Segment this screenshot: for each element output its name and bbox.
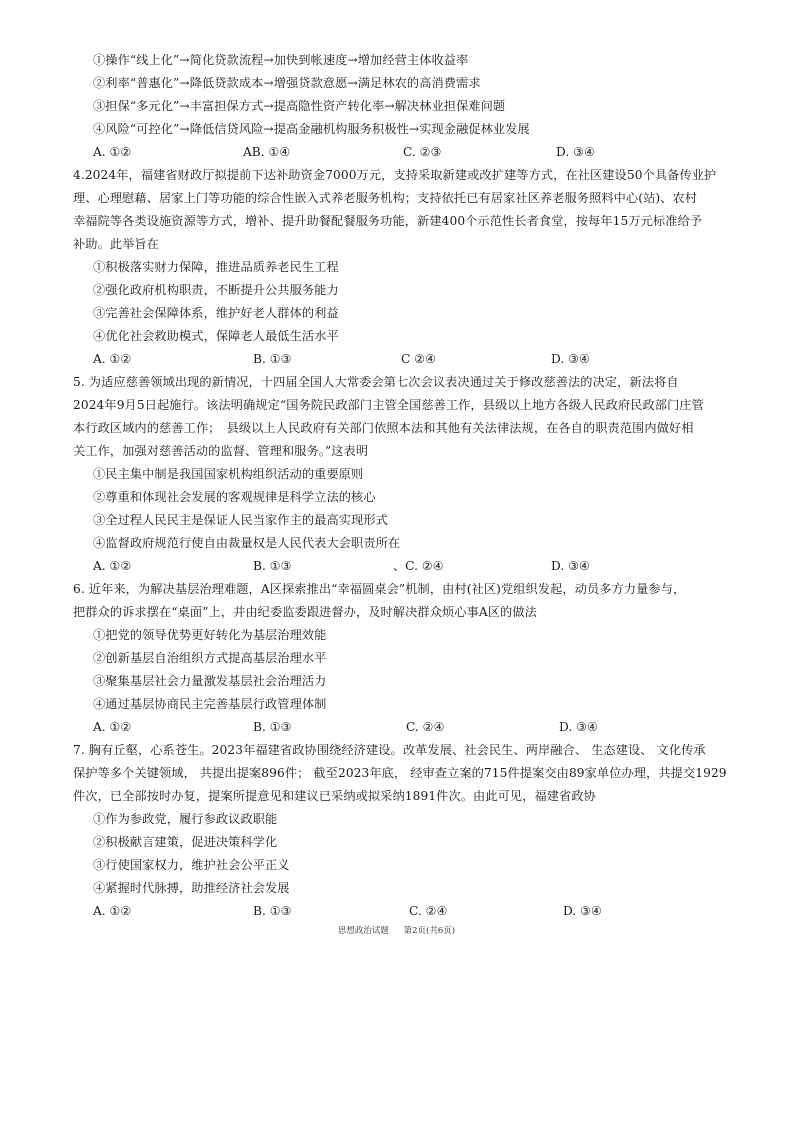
q3-choice-b: AB. ①④ [243,145,291,159]
q6-choice-a: A. ①② [93,720,132,734]
q7-choice-d: D. ③④ [563,904,602,918]
q7-option-3: ③行使国家权力，维护社会公平正义 [93,858,290,872]
q7-choice-b: B. ①③ [253,904,292,918]
q7-option-4: ④紧握时代脉搏，助推经济社会发展 [93,881,290,895]
q4-stem-line-4: 补助。此举旨在 [73,237,160,251]
q5-stem-line-1: 5. 为适应慈善领域出现的新情况，十四届全国人大常委会第七次会议表决通过关于修改慈善法的决定，新法将自 [73,375,679,389]
q4-choice-a: A. ①② [93,352,132,366]
q6-stem-line-2: 把群众的诉求摆在“桌面”上，并由纪委监委跟进督办，及时解决群众烦心事A区的做法 [73,605,537,619]
q5-option-4: ④监督政府规范行使自由裁量权是人民代表大会职责所在 [93,536,401,550]
q7-stem-line-1: 7. 胸有丘壑，心系苍生。2023年福建省政协围绕经济建设。改革发展、社会民生、两岸融合、 生态建设、 文化传承 [73,743,706,757]
q5-choices [93,557,713,575]
q5-choice-a: A. ①② [93,559,132,573]
q4-choice-d: D. ③④ [551,352,590,366]
q6-option-1: ①把党的领导优势更好转化为基层治理效能 [93,628,327,642]
q5-option-2: ②尊重和体现社会发展的客观规律是科学立法的核心 [93,490,376,504]
q6-option-2: ②创新基层自治组织方式提高基层治理水平 [93,651,327,665]
q7-stem-line-3: 件次，已全部按时办复，提案所提意见和建议已采纳或拟采纳1891件次。由此可见，福建省政协 [73,789,596,803]
q4-option-3: ③完善社会保障体系，维护好老人群体的利益 [93,306,339,320]
q6-choice-d: D. ③④ [559,720,598,734]
q3-choice-c: C. ②③ [403,145,442,159]
q3-choice-d: D. ③④ [556,145,595,159]
q3-option-3: ③担保“多元化”→丰富担保方式→提高隐性资产转化率→解决林业担保难问题 [93,99,506,113]
q3-option-1: ①操作“线上化”→简化贷款流程→加快到帐速度→增加经营主体收益率 [93,53,469,67]
q6-option-3: ③聚集基层社会力量激发基层社会治理活力 [93,674,327,688]
q5-stem-line-2: 2024年9月5日起施行。该法明确规定“国务院民政部门主管全国慈善工作，县级以上地方各级人民政府民政部门庄管 [73,398,704,412]
page-footer [0,925,793,937]
q3-choice-a: A. ①② [93,145,132,159]
footer-page-number: 第2页(共6页) [403,926,456,936]
q7-option-1: ①作为参政党，履行参政议政职能 [93,812,278,826]
q6-choices [93,718,713,736]
q5-option-3: ③全过程人民民主是保证人民当家作主的最高实现形式 [93,513,388,527]
q4-option-4: ④优化社会救助模式，保障老人最低生活水平 [93,329,339,343]
q5-option-1: ①民主集中制是我国国家机构组织活动的重要原则 [93,467,364,481]
q4-stem-line-3: 幸福院等各类设施资源等方式，增补、提升助餐配餐服务功能，新建400个示范性长者食堂，按每年15万元标准给予 [73,214,703,228]
q6-choice-b: B. ①③ [253,720,292,734]
q6-choice-c: C. ②④ [406,720,445,734]
q5-choice-d: D. ③④ [551,559,590,573]
q4-option-2: ②强化政府机构职责，不断提升公共服务能力 [93,283,339,297]
q7-choice-c: C. ②④ [409,904,448,918]
q4-stem-line-2: 理、心理慰藉、居家上门等功能的综合性嵌入式养老服务机构；支持依托已有居家社区养老服务照料中心(站)、农村 [73,191,698,205]
q3-choices [93,143,713,161]
q3-option-4: ④风险“可控化”→降低信贷风险→提高金融机构服务积极性→实现金融促林业发展 [93,122,530,136]
q7-choices [93,902,713,920]
q4-stem-line-1: 4.2024年，福建省财政厅拟提前下达补助资金7000万元，支持采取新建或改扩建等方式，在社区建设50个具备传业护 [73,168,717,182]
q5-stem-line-4: 关工作，加强对慈善活动的监督、管理和服务。”这表明 [73,444,369,458]
q6-option-4: ④通过基层协商民主完善基层行政管理体制 [93,697,327,711]
q6-stem-line-1: 6. 近年来，为解决基层治理难题，A区探索推出“幸福圆桌会”机制，由村(社区)党组织发起，动员多方力量参与， [73,582,686,596]
q7-choice-a: A. ①② [93,904,132,918]
q5-choice-b: B. ①③ [253,559,292,573]
q4-choice-c: C ②④ [401,352,437,366]
q4-option-1: ①积极落实财力保障，推进品质养老民生工程 [93,260,339,274]
q5-choice-c: 、C. ②④ [393,559,444,573]
footer-subject: 思想政治试题 [337,926,389,936]
q4-choices [93,350,713,368]
q7-option-2: ②积极献言建策，促进决策科学化 [93,835,278,849]
q5-stem-line-3: 本行政区域内的慈善工作； 县级以上人民政府有关部门依照本法和其他有关法律法规，在各自的职责范围内做好相 [73,421,694,435]
q3-option-2: ②利率“普惠化”→降低贷款成本→增强贷款意愿→满足林农的高消费需求 [93,76,481,90]
q7-stem-line-2: 保护等多个关键领域， 共提出提案896件； 截至2023年底， 经审查立案的715件提案交由89家单位办理，共提交1929 [73,766,727,780]
q4-choice-b: B. ①③ [253,352,292,366]
